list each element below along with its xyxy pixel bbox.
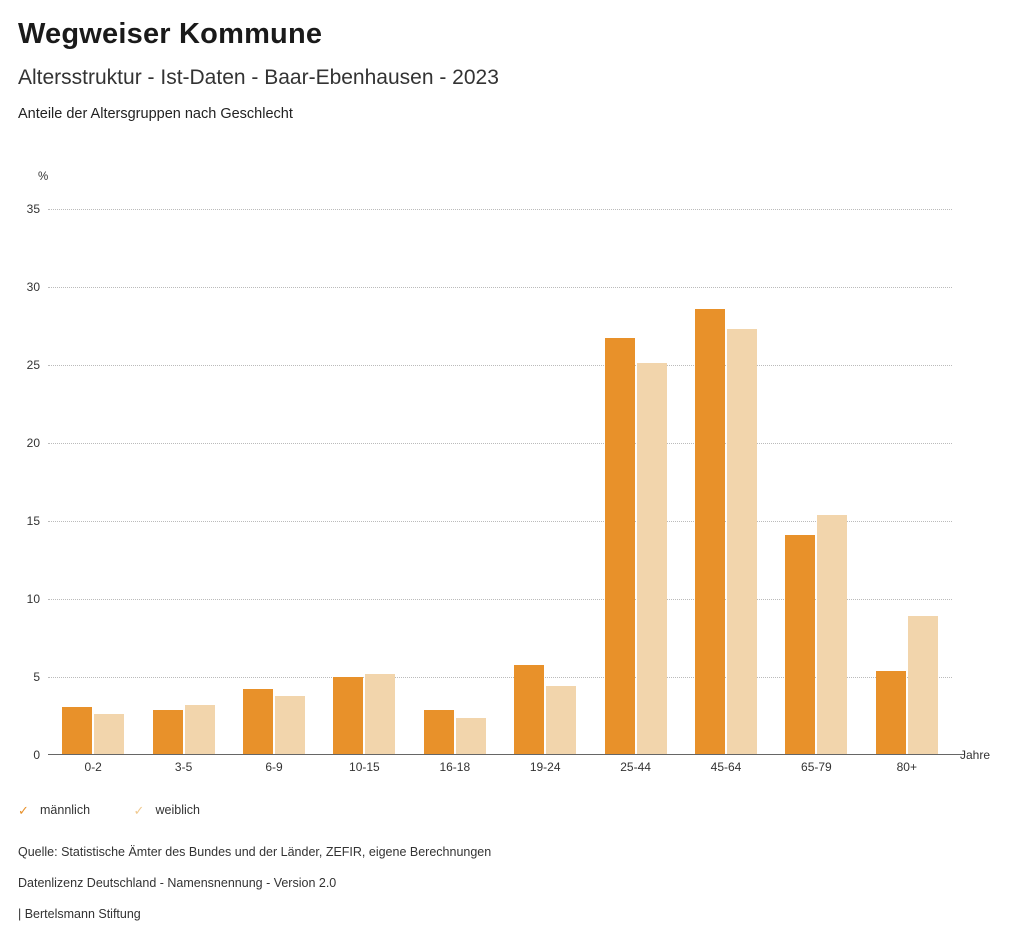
y-tick-label: 0 [33,748,40,762]
bar-männlich-0-2[interactable] [62,707,92,755]
check-icon: ✓ [18,803,29,818]
bar-männlich-80+[interactable] [876,671,906,755]
bar-männlich-10-15[interactable] [333,677,363,755]
legend-item-maennlich[interactable] [18,803,90,819]
bar-weiblich-65-79[interactable] [817,515,847,755]
bar-series-container [48,209,952,755]
x-tick-label: 80+ [896,760,917,774]
y-tick-label: 5 [33,670,40,684]
x-tick-label: 45-64 [710,760,742,774]
y-axis-tick-labels [0,202,40,762]
bar-group [771,209,861,755]
y-tick-label: 30 [26,280,40,294]
x-tick-label: 65-79 [801,760,832,774]
x-tick-label: 3-5 [174,760,193,774]
bar-weiblich-0-2[interactable] [94,714,124,755]
bar-männlich-3-5[interactable] [153,710,183,755]
x-axis-line [48,754,964,755]
chart-legend [18,803,240,819]
bar-weiblich-80+[interactable] [908,616,938,755]
legend-label-maennlich: männlich [40,803,91,817]
license-note: Datenlizenz Deutschland - Namensnennung - Version 2.0 [18,876,337,890]
bar-weiblich-6-9[interactable] [275,696,305,755]
x-tick-label: 16-18 [439,760,471,774]
bar-männlich-19-24[interactable] [514,665,544,755]
y-tick-label: 35 [26,202,40,216]
bar-group [500,209,590,755]
x-tick-label: 0-2 [84,760,102,774]
x-tick-label: 6-9 [265,760,283,774]
bar-weiblich-3-5[interactable] [185,705,215,755]
bar-männlich-65-79[interactable] [785,535,815,755]
bar-group [138,209,228,755]
check-icon: ✓ [133,803,145,818]
legend-label-weiblich: weiblich [155,803,200,817]
x-tick-label: 25-44 [620,760,651,774]
publisher-note: | Bertelsmann Stiftung [18,907,141,921]
bar-männlich-6-9[interactable] [243,689,273,755]
source-note: Quelle: Statistische Ämter des Bundes und der Länder, ZEFIR, eigene Berechnungen [18,845,492,859]
bar-group [410,209,500,755]
page-title: Wegweiser Kommune [18,18,323,50]
bar-männlich-25-44[interactable] [605,338,635,755]
x-axis-label: Jahre [960,748,991,762]
chart-subtitle: Altersstruktur - Ist-Daten - Baar-Ebenhausen - 2023 [18,66,499,89]
bar-group [229,209,319,755]
bar-männlich-45-64[interactable] [695,309,725,755]
y-axis-unit: % [38,171,49,183]
bar-group [319,209,409,755]
x-tick-label: 10-15 [349,760,380,774]
bar-männlich-16-18[interactable] [424,710,454,755]
plot-area [48,209,952,755]
bar-weiblich-19-24[interactable] [546,686,576,755]
bar-group [48,209,138,755]
y-tick-label: 25 [26,358,40,372]
bar-weiblich-45-64[interactable] [727,329,757,755]
bar-weiblich-16-18[interactable] [456,718,486,755]
bar-weiblich-10-15[interactable] [365,674,395,755]
bar-group [590,209,680,755]
bar-weiblich-25-44[interactable] [637,363,667,755]
chart-description: Anteile der Altersgruppen nach Geschlecht [18,106,293,122]
x-tick-label: 19-24 [529,760,561,774]
bar-group [681,209,771,755]
y-tick-label: 20 [26,436,40,450]
y-tick-label: 10 [26,592,40,606]
bar-group [862,209,952,755]
legend-item-weiblich[interactable] [134,803,200,819]
y-tick-label: 15 [26,514,40,528]
